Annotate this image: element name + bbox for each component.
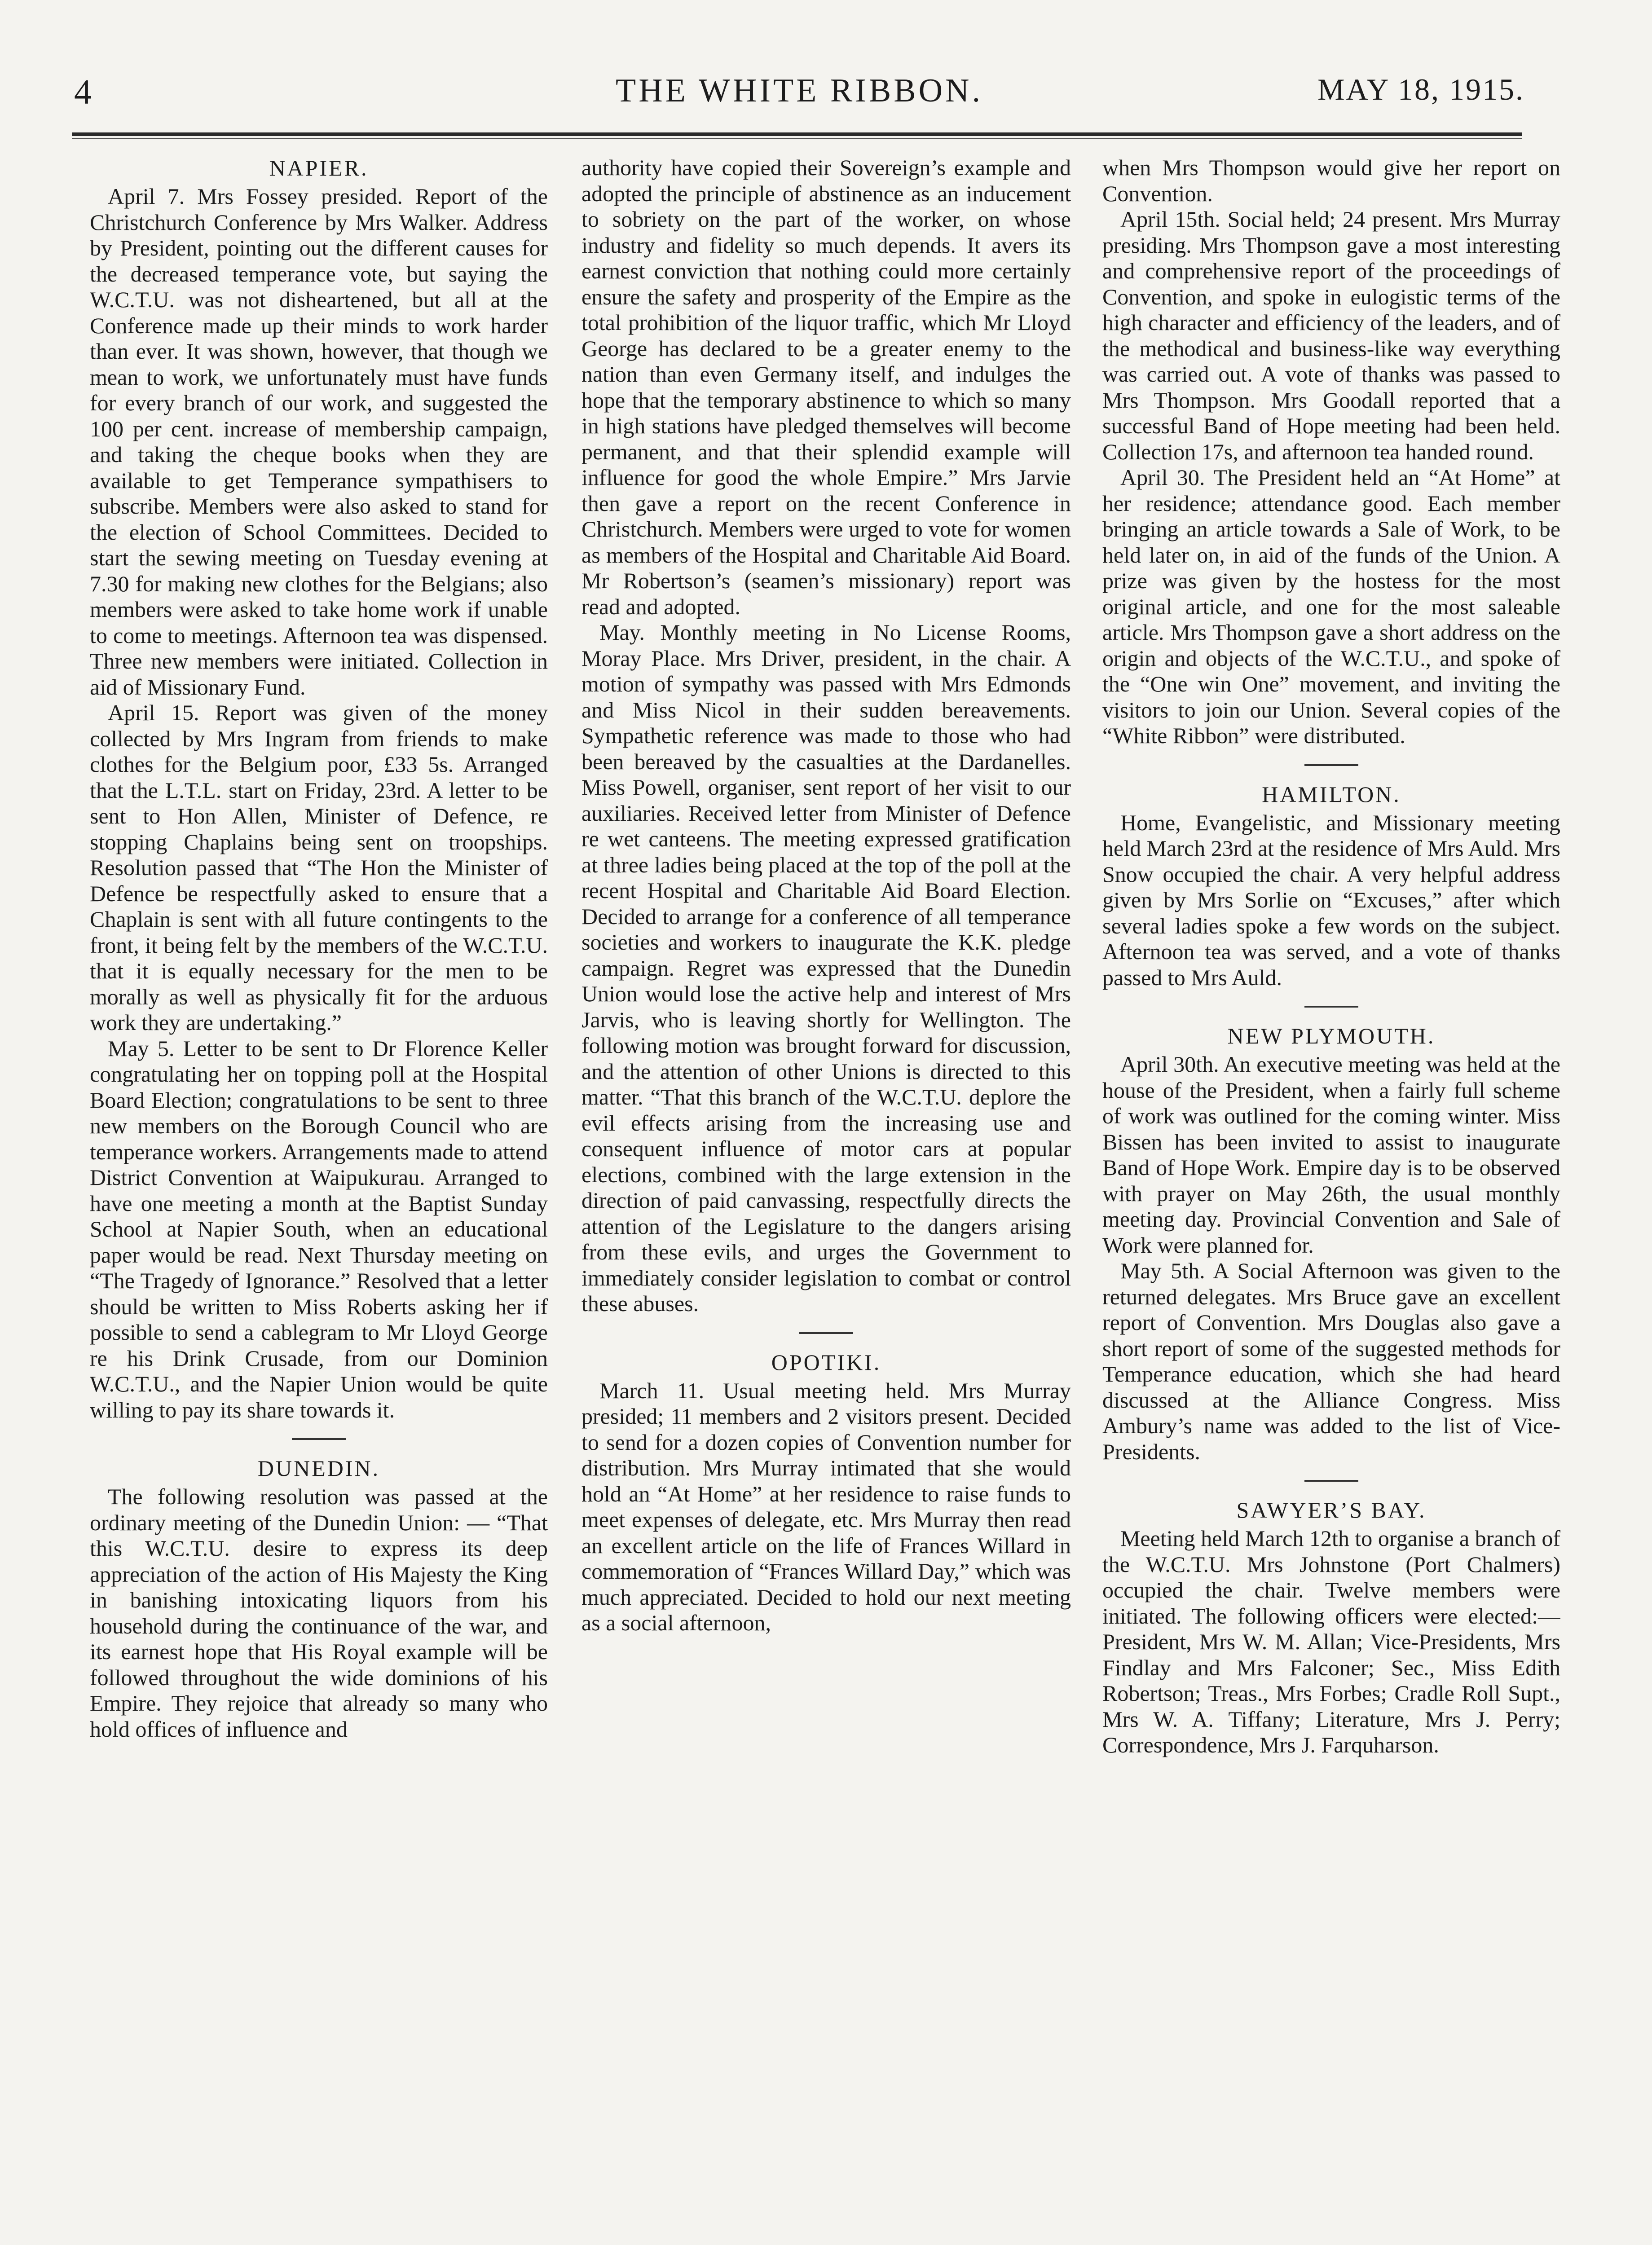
opotiki-paragraph: April 30. The President held an “At Home” at her residence; attendance good. Each member bringing an article towards a Sale of Work, to be held later on, in aid of the funds of the Union. A prize was given by the hostess for the most original article, and one for the most saleable article. Mrs Thompson gave a short address on the origin and objects of the W.C.T.U., and spoke of the “One win One” movement, and inviting the visitors to join our Union. Several copies of the “White Ribbon” were distributed. (1102, 465, 1560, 748)
section-title-new-plymouth: NEW PLYMOUTH. (1227, 1023, 1436, 1048)
section-opotiki (582, 1349, 1071, 1636)
opotiki-paragraph: March 11. Usual meeting held. Mrs Murray presided; 11 members and 2 visitors present. Decided to send for a dozen copies of Convention number for distribution. Mrs Murray intimated that she would hold an “At Home” at her residence to raise funds to meet expenses of delegate, etc. Mrs Murray then read an excellent article on the life of Frances Willard in commemoration of “Frances Willard Day,” which was much appreciated. Decided to hold our next meeting as a social afternoon, (582, 1378, 1071, 1635)
masthead-rule (72, 132, 1522, 139)
section-title-sawyers-bay: SAWYER’S BAY. (1236, 1497, 1427, 1523)
opotiki-paragraph: when Mrs Thompson would give her report on Convention. (1102, 155, 1560, 206)
section-divider (799, 1332, 853, 1334)
napier-paragraph: May 5. Letter to be sent to Dr Florence Keller congratulating her on topping poll at the Hospital Board Election; congratulations to be sent to three new members on the Borough Council who are temperance workers. Arrangements made to attend District Convention at Waipukurau. Arranged to have one meeting a month at the Baptist Sunday School at Napier South, when an educational paper would be read. Next Thursday meeting on “The Tragedy of Ignorance.” Resolved that a letter should be written to Miss Roberts asking her if possible to send a cablegram to Mr Lloyd George re his Drink Crusade, from our Dominion W.C.T.U., and the Napier Union would be quite willing to pay its share towards it. (90, 1035, 548, 1422)
section-divider (292, 1438, 346, 1440)
section-dunedin (90, 1455, 548, 1742)
section-dunedin-continued (582, 155, 1071, 1317)
section-divider (1304, 1480, 1358, 1482)
section-divider (1304, 1006, 1358, 1008)
section-title-opotiki: OPOTIKI. (771, 1349, 881, 1375)
sawyers-bay-paragraph: Meeting held March 12th to organise a branch of the W.C.T.U. Mrs Johnstone (Port Chalmers) occupied the chair. Twelve members were initiated. The following officers were elected:—President, Mrs W. M. Allan; Vice-Presidents, Mrs Findlay and Mrs Falconer; Sec., Miss Edith Robertson; Treas., Mrs Forbes; Cradle Roll Supt., Mrs W. A. Tiffany; Literature, Mrs J. Perry; Correspondence, Mrs J. Farquharson. (1102, 1526, 1560, 1757)
section-title-dunedin: DUNEDIN. (257, 1456, 380, 1481)
column-right (1102, 155, 1560, 2220)
new-plymouth-paragraph: May 5th. A Social Afternoon was given to the returned delegates. Mrs Bruce gave an excellent report of Convention. Mrs Douglas also gave a short report of some of the suggested methods for Temperance education, which she had heard discussed at the Alliance Congress. Miss Ambury’s name was added to the list of Vice-Presidents. (1102, 1258, 1560, 1464)
section-sawyers-bay (1102, 1497, 1560, 1758)
column-middle (582, 155, 1071, 2220)
section-title-hamilton: HAMILTON. (1262, 781, 1401, 807)
page-number: 4 (74, 72, 93, 111)
column-left (90, 155, 548, 2220)
section-new-plymouth (1102, 1023, 1560, 1465)
hamilton-paragraph: Home, Evangelistic, and Missionary meeting held March 23rd at the residence of Mrs Auld. Mrs Snow occupied the chair. A very helpful address given by Mrs Sorlie on “Excuses,” after which several ladies spoke a few words on the subject. Afternoon tea was served, and a vote of thanks passed to Mrs Auld. (1102, 810, 1560, 990)
opotiki-paragraph: April 15th. Social held; 24 present. Mrs Murray presiding. Mrs Thompson gave a most interesting and comprehensive report of the proceedings of Convention, and spoke in eulogistic terms of the high character and efficiency of the leaders, and of the methodical and business-like way everything was carried out. A vote of thanks was passed to Mrs Thompson. Mrs Goodall reported that a successful Band of Hope meeting had been held. Collection 17s, and afternoon tea handed round. (1102, 207, 1560, 464)
napier-paragraph: April 7. Mrs Fossey presided. Report of the Christchurch Conference by Mrs Walker. Address by President, pointing out the different causes for the decreased temperance vote, but saying the W.C.T.U. was not disheartened, but all at the Conference made up their minds to work harder than ever. It was shown, however, that though we mean to work, we unfortunately must have funds for every branch of our work, and suggested the 100 per cent. increase of membership campaign, and taking the cheque books when they are available to get Temperance sympathisers to subscribe. Members were also asked to stand for the election of School Committees. Decided to start the sewing meeting on Tuesday evening at 7.30 for making new clothes for the Belgians; also members were asked to take home work if unable to come to meetings. Afternoon tea was dispensed. Three new members were initiated. Collection in aid of Missionary Fund. (90, 184, 548, 700)
section-napier (90, 155, 548, 1423)
section-title-napier: NAPIER. (269, 155, 369, 180)
issue-date: MAY 18, 1915. (1317, 72, 1524, 106)
masthead (74, 67, 1524, 117)
section-opotiki-continued (1102, 155, 1560, 749)
dunedin-paragraph: authority have copied their Sovereign’s example and adopted the principle of abstinence as an inducement to sobriety on the part of the worker, on whose industry and fidelity so much depends. It avers its earnest conviction that nothing could more certainly ensure the safety and prosperity of the Empire as the total prohibition of the liquor traffic, which Mr Lloyd George has declared to be a greater enemy to the nation than even Germany itself, and indulges the hope that the temporary abstinence to which so many in high stations have pledged themselves will become permanent, and that their splendid example will influence for good the whole Empire.” Mrs Jarvie then gave a report on the recent Conference in Christchurch. Members were urged to vote for women as members of the Hospital and Charitable Aid Board. Mr Robertson’s (seamen’s missionary) report was read and adopted. (582, 155, 1071, 619)
new-plymouth-paragraph: April 30th. An executive meeting was held at the house of the President, when a fairly full scheme of work was outlined for the coming winter. Miss Bissen has been invited to assist to inaugurate Band of Hope Work. Empire day is to be observed with prayer on May 26th, the usual monthly meeting day. Provincial Convention and Sale of Work were planned for. (1102, 1052, 1560, 1258)
section-divider (1304, 764, 1358, 766)
napier-paragraph: April 15. Report was given of the money collected by Mrs Ingram from friends to make clothes for the Belgium poor, £33 5s. Arranged that the L.T.L. start on Friday, 23rd. A letter to be sent to Hon Allen, Minister of Defence, re stopping Chaplains being sent on troopships. Resolution passed that “The Hon the Minister of Defence be respectfully asked to ensure that a Chaplain is sent with all future contingents to the front, it being felt by the members of the W.C.T.U. that it is equally necessary for the men to be morally as well as physically fit for the arduous work they are undertaking.” (90, 700, 548, 1035)
journal-title: THE WHITE RIBBON. (616, 72, 983, 109)
dunedin-paragraph: May. Monthly meeting in No License Rooms, Moray Place. Mrs Driver, president, in the chair. A motion of sympathy was passed with Mrs Edmonds and Miss Nicol in their sudden bereavements. Sympathetic reference was made to those who had been bereaved by the casualties at the Dardanelles. Miss Powell, organiser, sent report of her visit to our auxiliaries. Received letter from Minister of Defence re wet canteens. The meeting expressed gratification at three ladies being placed at the top of the poll at the recent Hospital and Charitable Aid Board Election. Decided to arrange for a conference of all temperance societies and workers to inaugurate the K.K. pledge campaign. Regret was expressed that the Dunedin Union would lose the active help and interest of Mrs Jarvis, who is leaving shortly for Wellington. The following motion was brought forward for discussion, and the attention of other Unions is directed to this matter. “That this branch of the W.C.T.U. deplore the evil effects arising from the increasing use and consequent influence of motor cars at popular elections, combined with the large extension in the direction of paid canvassing, respectfully directs the attention of the Legislature to the dangers arising from these evils, and urges the Government to immediately consider legislation to combat or control these abuses. (582, 620, 1071, 1316)
section-hamilton (1102, 781, 1560, 991)
dunedin-paragraph: The following resolution was passed at the ordinary meeting of the Dunedin Union: — “That this W.C.T.U. desire to express its deep appreciation of the action of His Majesty the King in banishing intoxicating liquors from his household during the continuance of the war, and its earnest hope that His Royal example will be followed throughout the wide dominions of his Empire. They rejoice that already so many who hold offices of influence and (90, 1484, 548, 1742)
